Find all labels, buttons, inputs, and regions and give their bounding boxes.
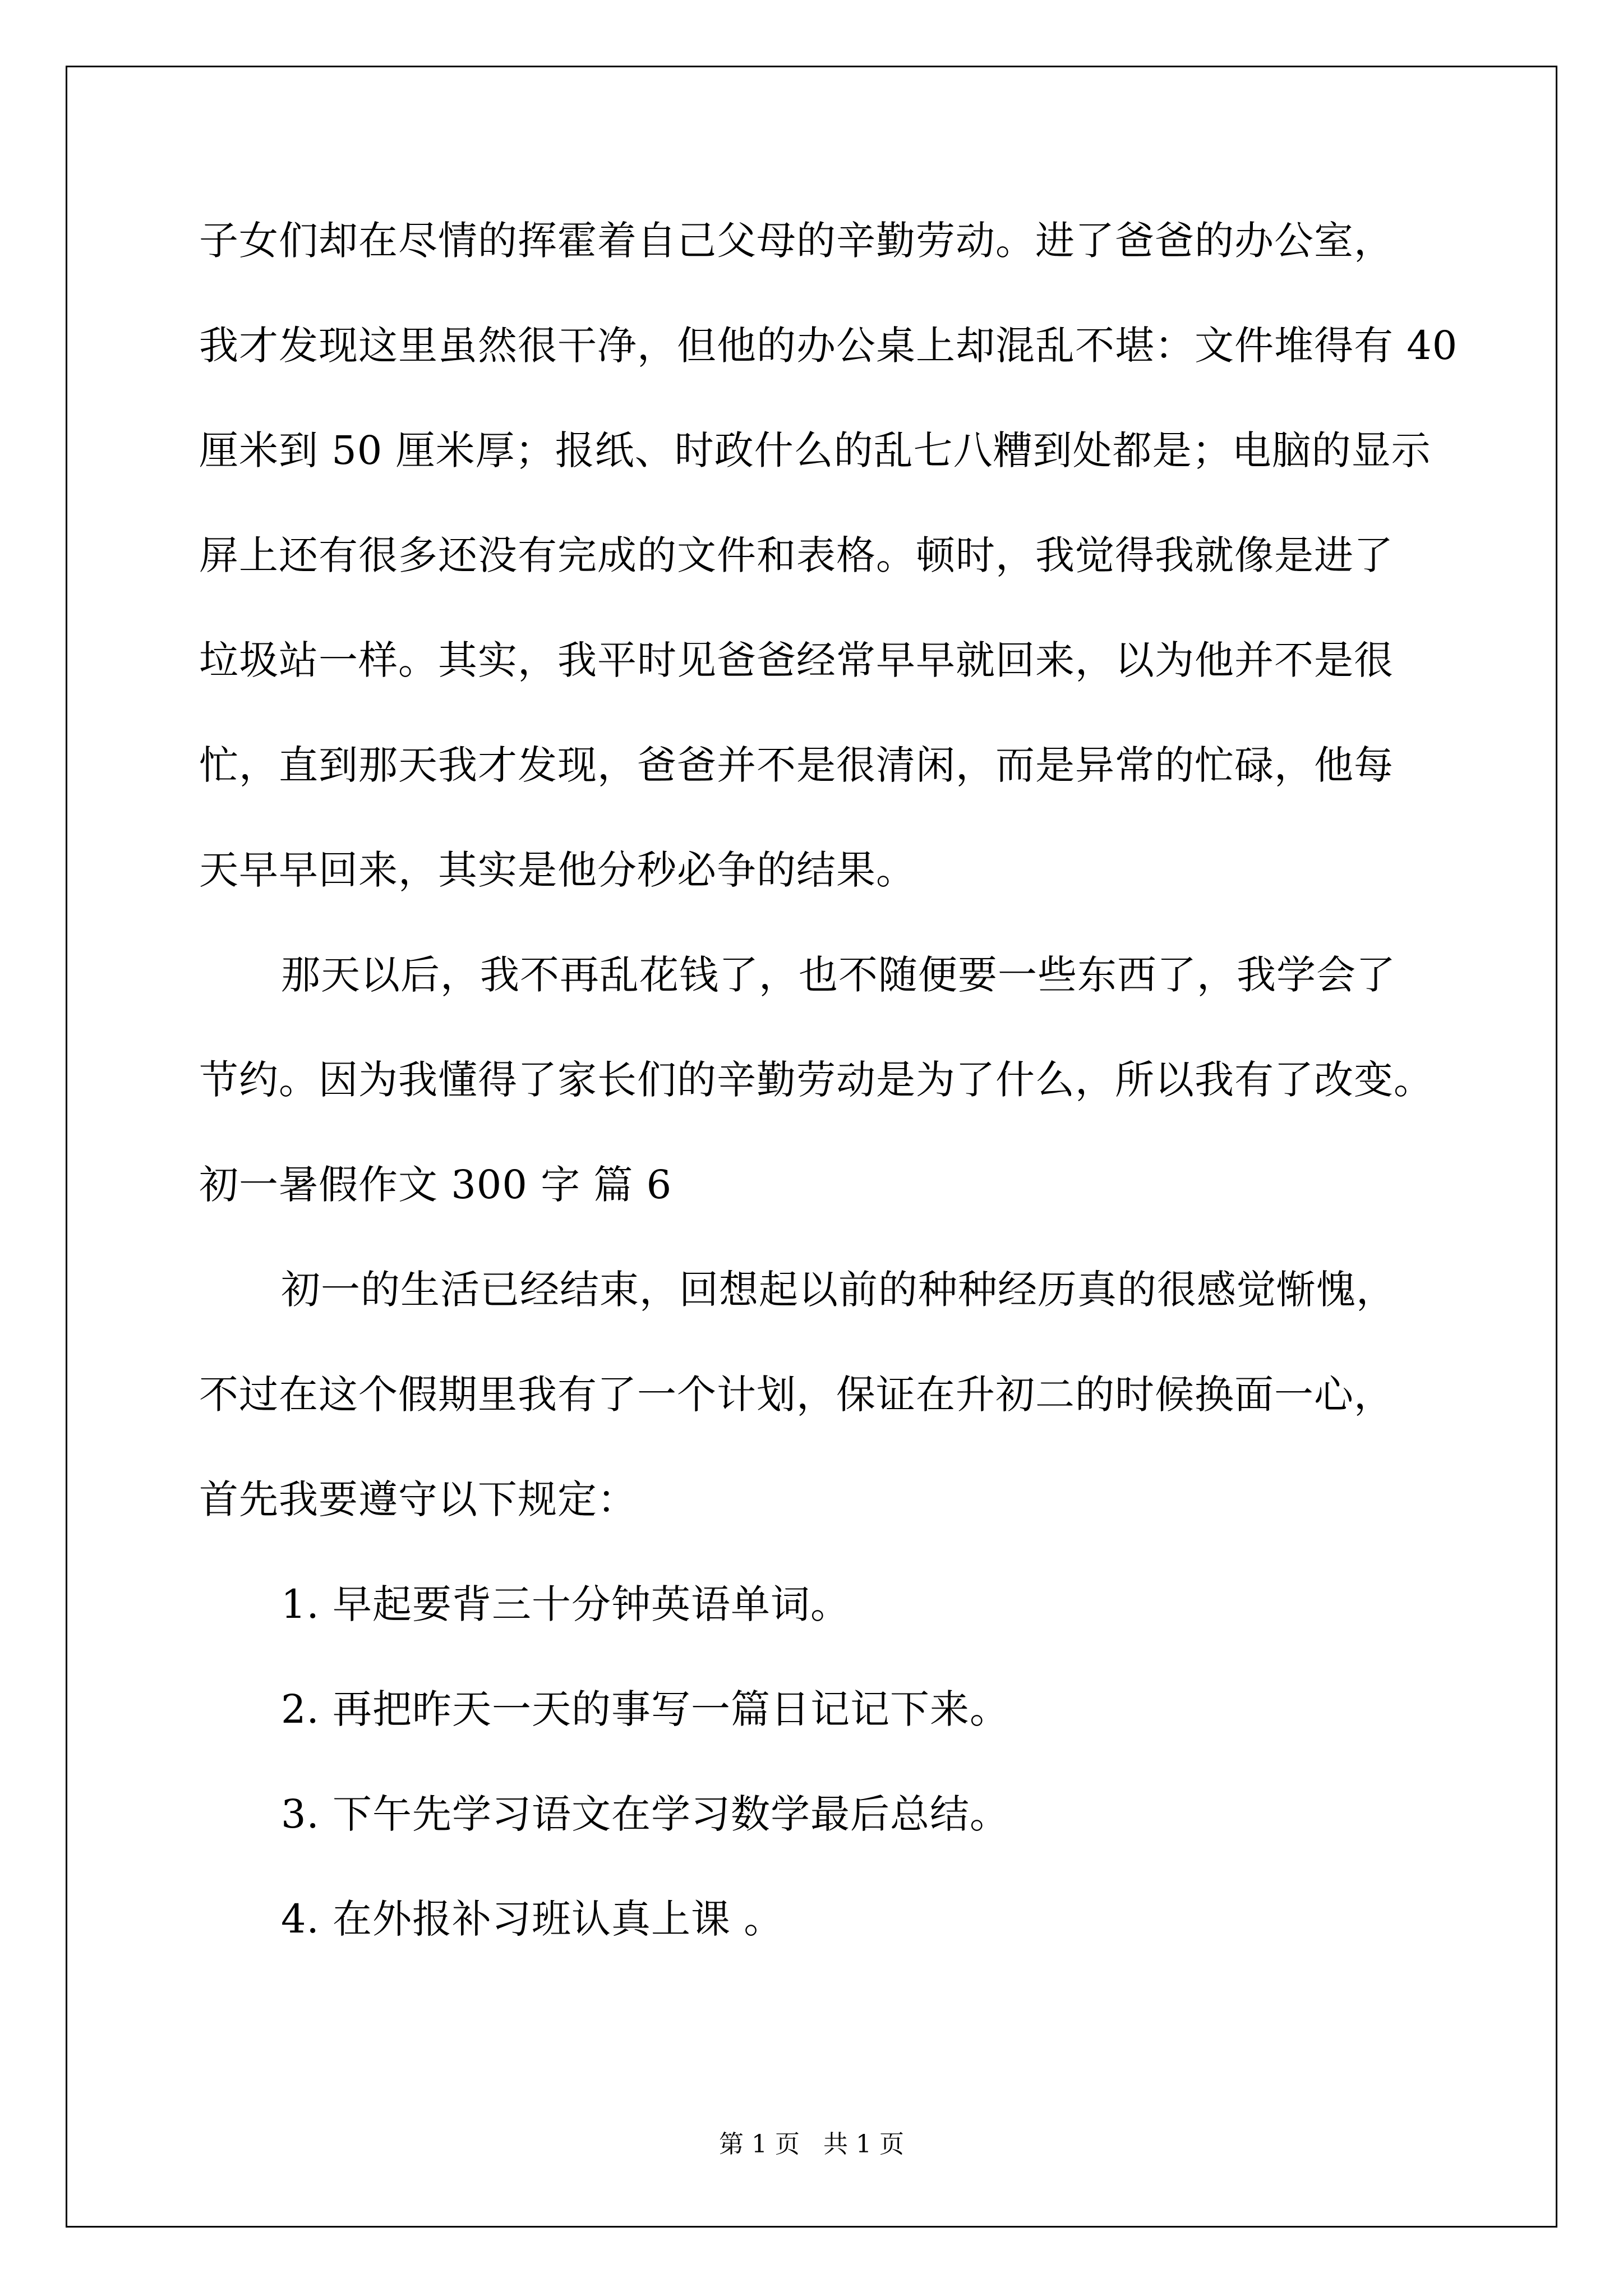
paragraph-line: 节约。因为我懂得了家长们的辛勤劳动是为了什么，所以我有了改变。 xyxy=(199,1057,1433,1103)
paragraph-line: 那天以后，我不再乱花钱了，也不随便要一些东西了，我学会了 xyxy=(281,952,1396,998)
list-item: 1. 早起要背三十分钟英语单词。 xyxy=(281,1581,851,1627)
paragraph-line: 天早早回来，其实是他分秒必争的结果。 xyxy=(199,847,916,893)
list-item: 3. 下午先学习语文在学习数学最后总结。 xyxy=(281,1791,1010,1837)
paragraph-line: 屏上还有很多还没有完成的文件和表格。顿时，我觉得我就像是进了 xyxy=(199,532,1394,578)
paragraph-line: 我才发现这里虽然很干净，但他的办公桌上却混乱不堪：文件堆得有 40 xyxy=(199,323,1458,369)
paragraph-line: 垃圾站一样。其实，我平时见爸爸经常早早就回来，以为他并不是很 xyxy=(199,637,1394,683)
list-item: 2. 再把昨天一天的事写一篇日记记下来。 xyxy=(281,1686,1010,1732)
paragraph-line: 厘米到 50 厘米厚；报纸、时政什么的乱七八糟到处都是；电脑的显示 xyxy=(199,427,1431,473)
paragraph-line: 子女们却在尽情的挥霍着自己父母的辛勤劳动。进了爸爸的办公室， xyxy=(199,218,1394,264)
section-heading: 初一暑假作文 300 字 篇 6 xyxy=(199,1162,672,1208)
list-item: 4. 在外报补习班认真上课 。 xyxy=(281,1896,784,1942)
paragraph-line: 不过在这个假期里我有了一个计划，保证在升初二的时候换面一心， xyxy=(199,1372,1394,1418)
paragraph-line: 忙，直到那天我才发现，爸爸并不是很清闲，而是异常的忙碌，他每 xyxy=(199,742,1394,788)
paragraph-line: 初一的生活已经结束，回想起以前的种种经历真的很感觉惭愧， xyxy=(281,1267,1396,1313)
paragraph-line: 首先我要遵守以下规定： xyxy=(199,1476,637,1522)
page-number: 第 1 页 共 1 页 xyxy=(719,2130,904,2159)
